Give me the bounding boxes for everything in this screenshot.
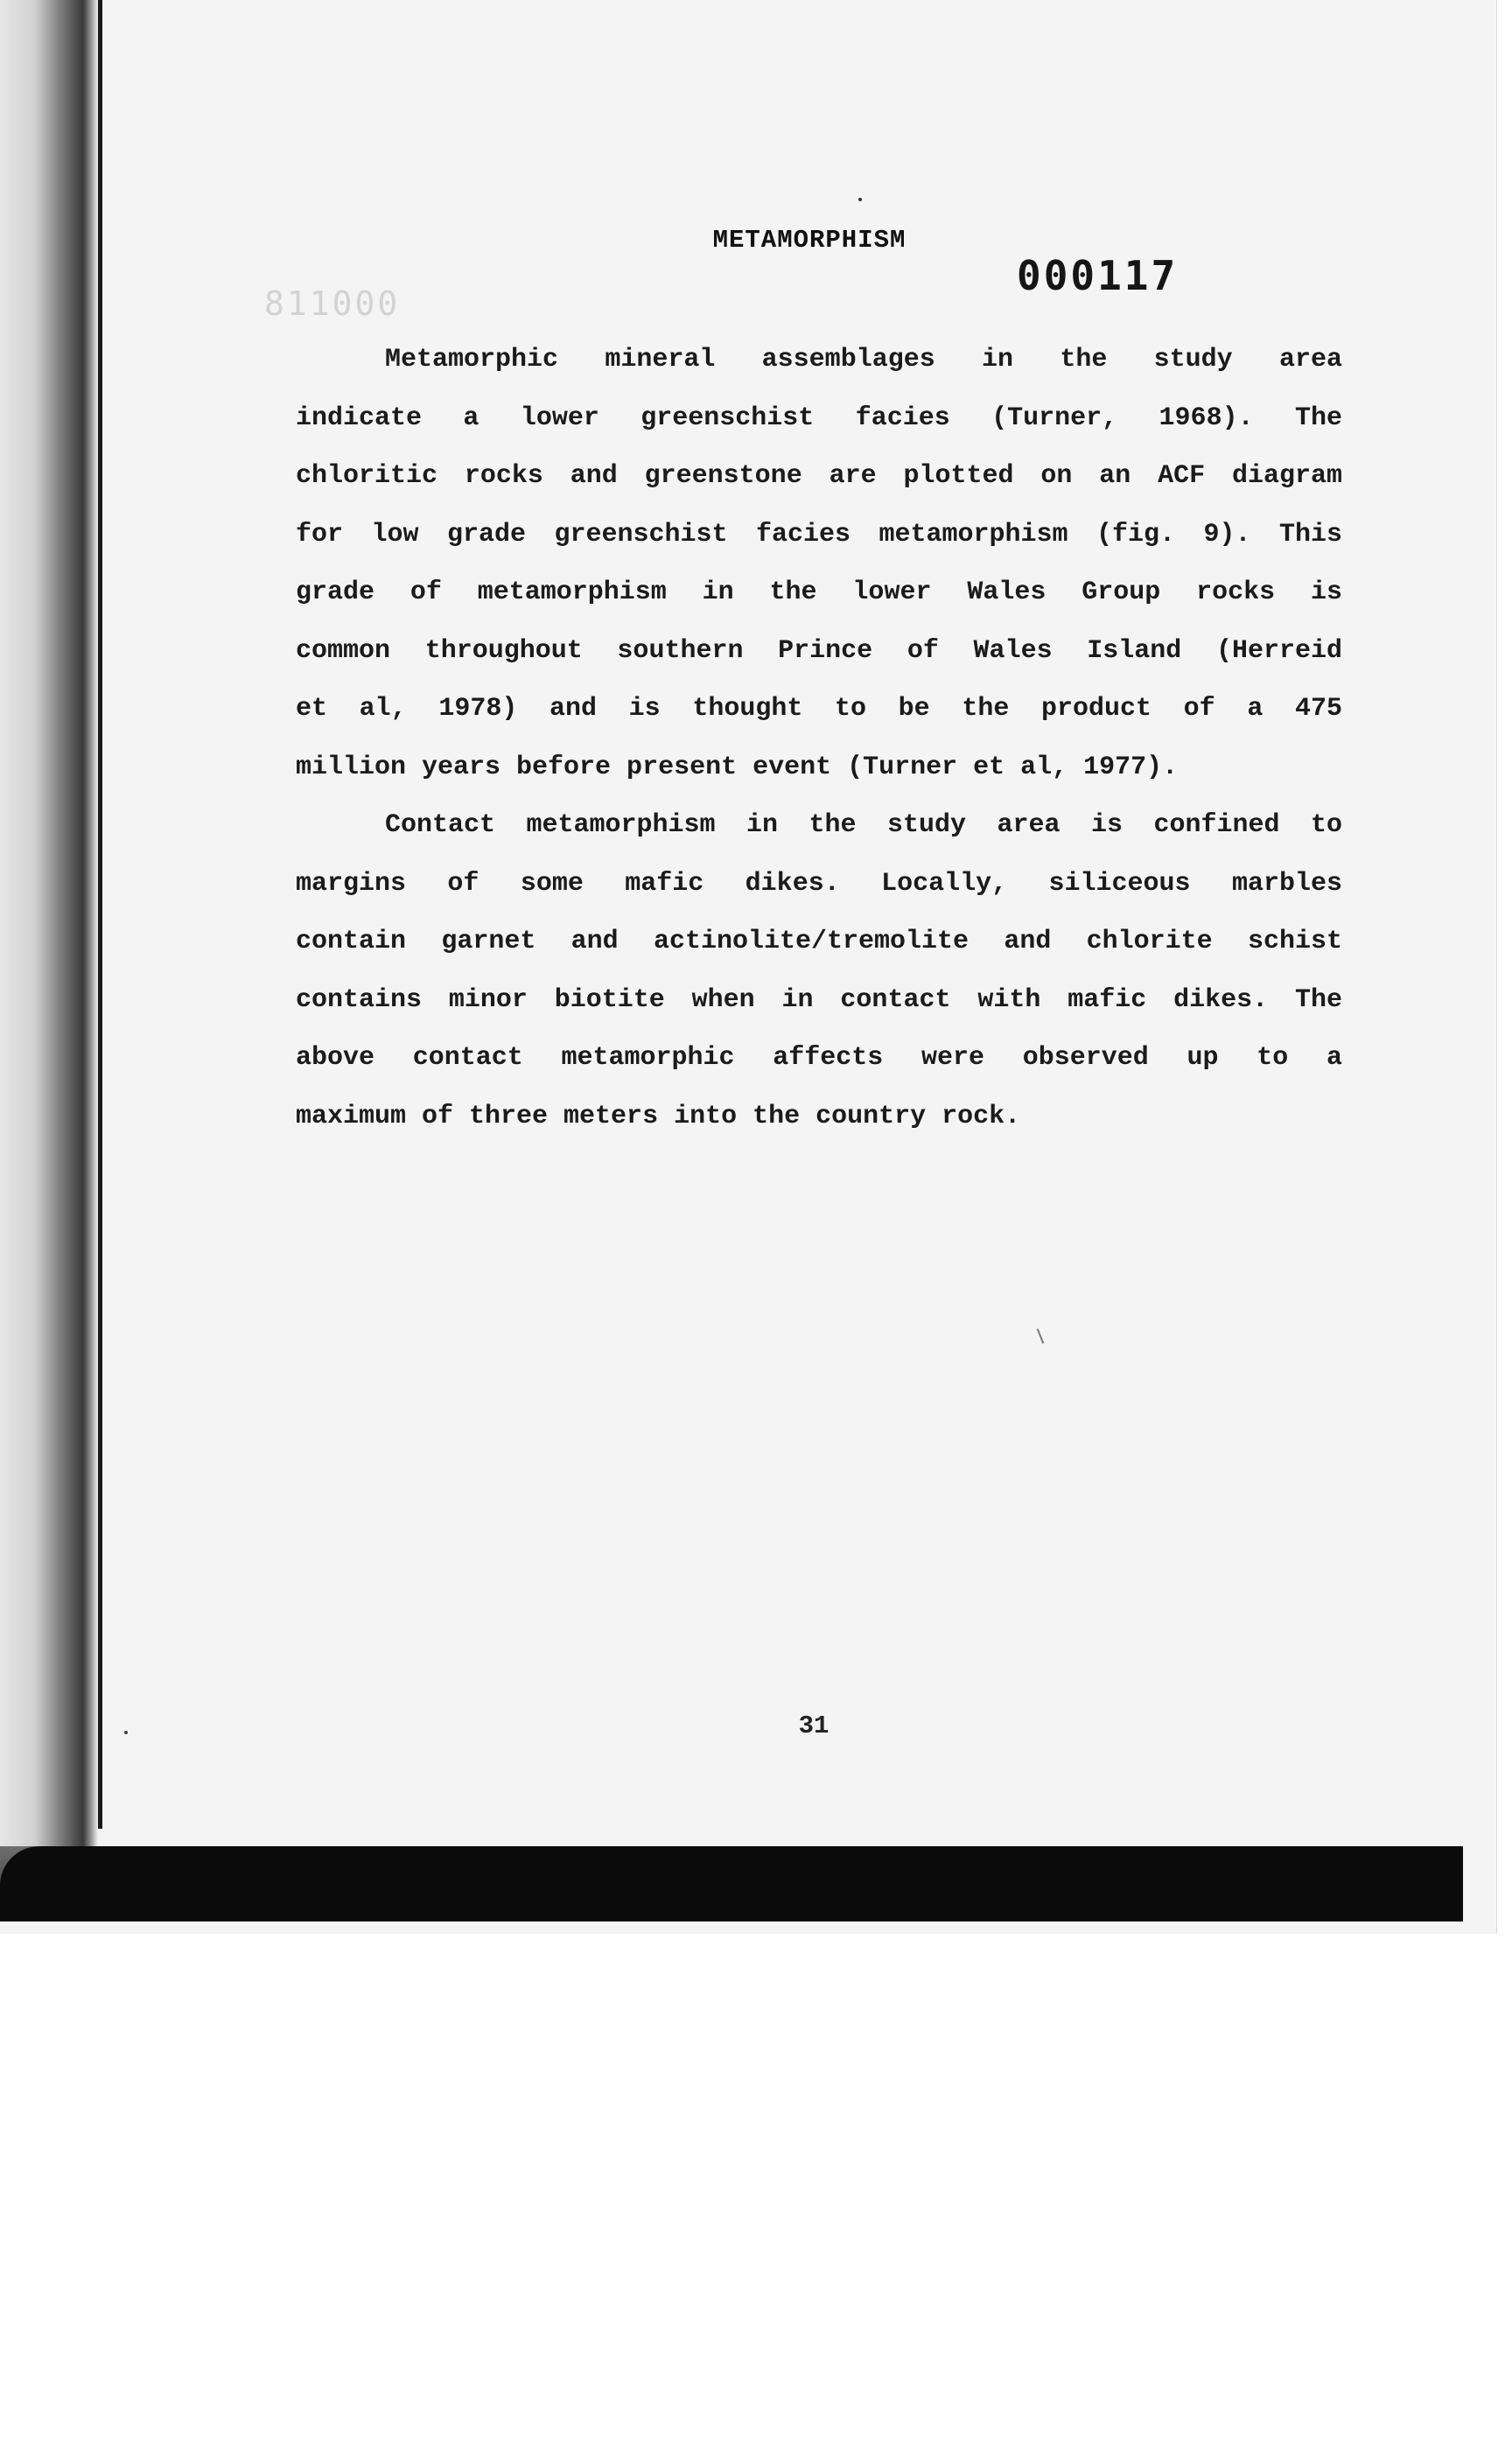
scan-mark (1037, 1328, 1045, 1343)
text-line: contain garnet and actinolite/tremolite and chlorite schist (296, 927, 1342, 956)
text-line: million years before present event (Turner et al, 1977). (296, 752, 1179, 782)
text-line: common throughout southern Prince of Wales Island (Herreid (296, 635, 1342, 666)
binding-shadow (0, 0, 105, 1872)
binding-edge-line (98, 0, 102, 1829)
text-line: chloritic rocks and greenstone are plotted on an ACF diagram (296, 461, 1342, 491)
page-title: METAMORPHISM (712, 226, 906, 255)
document-number-stamp: 000117 (1017, 252, 1179, 299)
text-line: maximum of three meters into the country rock. (296, 1101, 1021, 1131)
scan-bottom-border (0, 1846, 1463, 1922)
text-line: Contact metamorphism in the study area is confined to (385, 810, 1342, 840)
text-line: et al, 1978) and is thought to be the product of a 475 (296, 694, 1342, 724)
text-line: for low grade greenschist facies metamorphism (fig. 9). This (296, 519, 1342, 550)
text-line: indicate a lower greenschist facies (Turner, 1968). The (296, 402, 1342, 433)
paragraph-regional-metamorphism (296, 331, 1342, 796)
text-line: margins of some mafic dikes. Locally, siliceous marbles (296, 868, 1342, 899)
text-line: above contact metamorphic affects were observed up to a (296, 1043, 1342, 1073)
paragraph-contact-metamorphism (296, 796, 1342, 1145)
text-line: grade of metamorphism in the lower Wales Group rocks is (296, 578, 1342, 607)
text-line: contains minor biotite when in contact with mafic dikes. The (296, 984, 1342, 1015)
page-number: 31 (798, 1712, 830, 1740)
text-line: Metamorphic mineral assemblages in the study area (385, 345, 1342, 374)
scan-speck (858, 198, 862, 201)
body-text (296, 331, 1342, 1145)
faded-document-number-stamp: 811000 (264, 284, 401, 323)
